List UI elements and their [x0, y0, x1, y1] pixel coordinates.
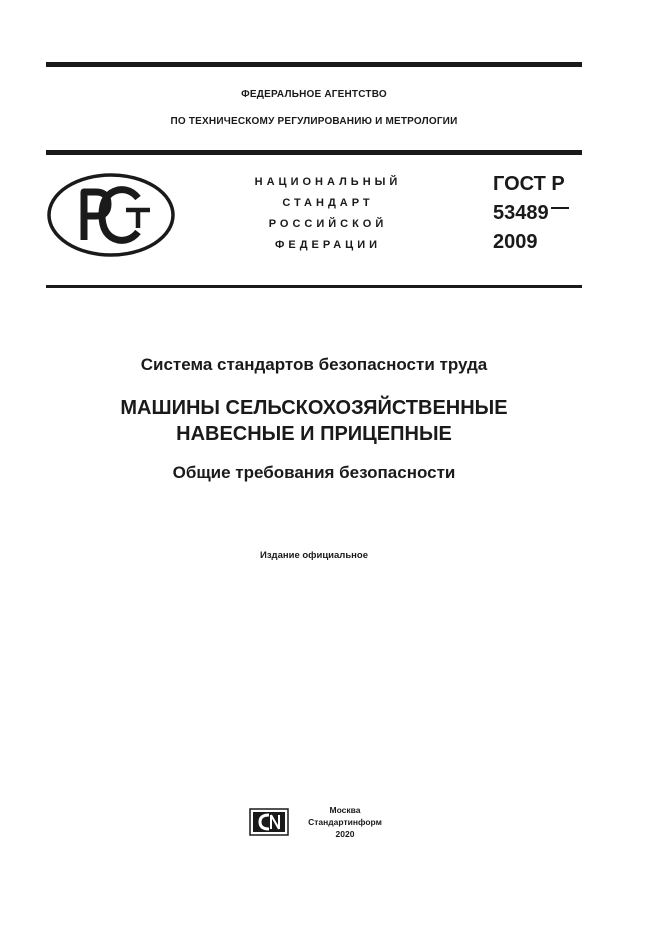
standards-series: Система стандартов безопасности труда: [140, 355, 488, 374]
national-standard-line-2: СТАНДАРТ: [282, 197, 374, 209]
national-standard-line-4: ФЕДЕРАЦИИ: [274, 239, 382, 251]
document-subtitle: Общие требования безопасности: [172, 463, 456, 482]
publisher-imprint: [305, 804, 385, 840]
document-title-line-2: НАВЕСНЫЕ И ПРИЦЕПНЫЕ: [176, 423, 452, 445]
national-standard-line-3: РОССИЙСКОЙ: [268, 218, 388, 230]
top-rule: [46, 62, 582, 67]
gost-r-certification-mark-icon: [46, 172, 176, 258]
national-standard-label: [228, 171, 428, 255]
designation-dash: [551, 207, 569, 209]
national-standard-line-1: НАЦИОНАЛЬНЫЙ: [254, 176, 402, 188]
publisher-year: 2020: [335, 829, 355, 839]
publisher-name: Стандартинформ: [308, 817, 382, 827]
middle-rule: [46, 150, 582, 155]
designation-number-row: [493, 199, 569, 228]
agency-line-2: ПО ТЕХНИЧЕСКОМУ РЕГУЛИРОВАНИЮ И МЕТРОЛОГИИ: [170, 116, 458, 127]
document-title: [46, 395, 582, 447]
designation-prefix: ГОСТ Р: [493, 173, 565, 195]
agency-line-1: ФЕДЕРАЛЬНОЕ АГЕНТСТВО: [241, 89, 387, 100]
designation-number: 53489: [493, 202, 549, 224]
document-title-line-1: МАШИНЫ СЕЛЬСКОХОЗЯЙСТВЕННЫЕ: [120, 397, 508, 419]
publisher-city: Москва: [329, 805, 361, 815]
standard-designation: [493, 170, 569, 257]
standartinform-logo-icon: [249, 808, 289, 836]
edition-label: Издание официальное: [260, 550, 368, 561]
designation-year: 2009: [493, 231, 538, 253]
bottom-rule: [46, 285, 582, 288]
